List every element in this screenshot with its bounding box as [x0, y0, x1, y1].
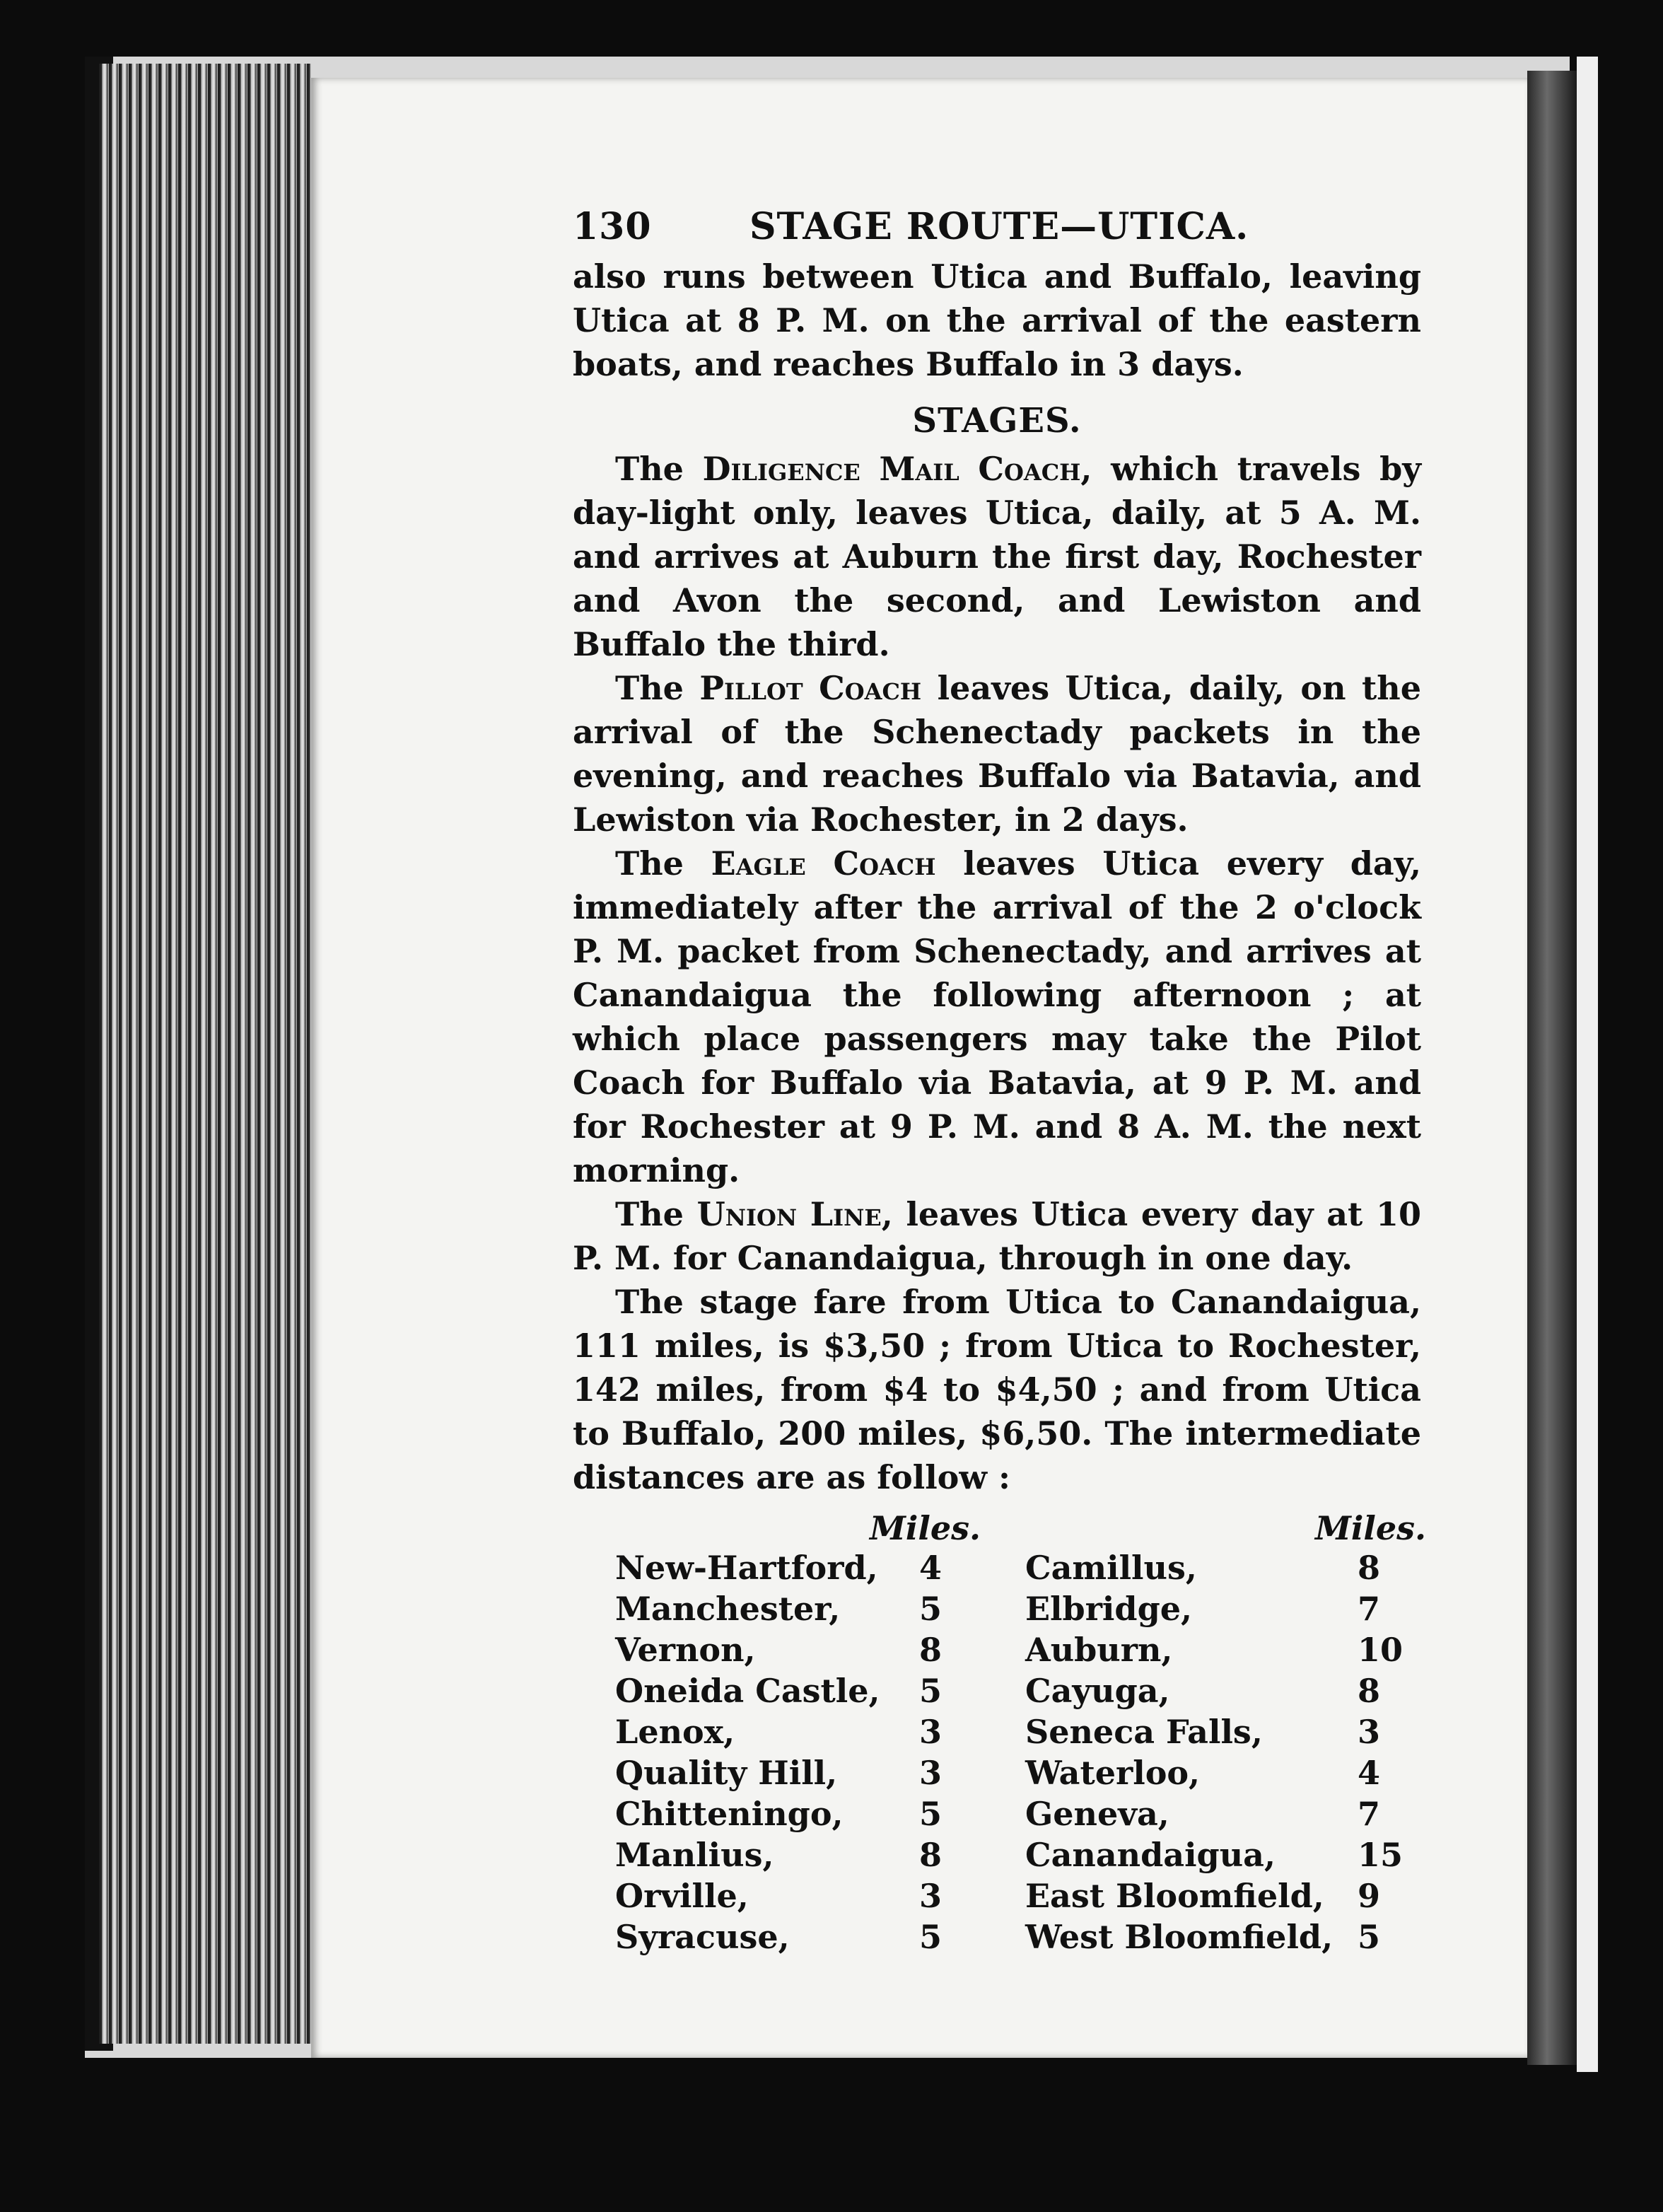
paragraph-text: leaves Utica every day, immediately after the arrival of the 2 o'clock P. M. packet from Schenectady, and arrives at Canandaigua the following afternoon ; at which place passengers may take the Pilot Coach for Buffalo via Batavia, at 9 P. M. and for Rochester at 9 P. M. and 8 A. M. the next morning. [573, 844, 1422, 1189]
section-heading: STAGES. [912, 401, 1082, 441]
paragraph-stage-fare: The stage fare from Utica to Canandaigua, 111 miles, is $3,50 ; from Utica to Rochester, 142 miles, from $4 to $4,50 ; and from Utica to Buffalo, 200 miles, $6,50. The intermediate distances are as follow : [573, 1283, 1421, 1496]
place-miles: 8 [1358, 1672, 1381, 1710]
coach-name: Pillot Coach [699, 669, 922, 707]
table-row [573, 1877, 1421, 1918]
place-name: Elbridge, [1025, 1590, 1193, 1628]
place-miles: 3 [919, 1713, 943, 1751]
paragraph-text: , leaves Utica every day at 10 P. M. for Canandaigua, through in one day. [573, 1195, 1421, 1277]
next-page-edge [1577, 57, 1598, 2072]
table-row [573, 1713, 1421, 1754]
place-name: Canandaigua, [1025, 1836, 1276, 1874]
place-name: Orville, [615, 1877, 749, 1915]
place-miles: 5 [919, 1590, 943, 1628]
place-name: East Bloomfield, [1025, 1877, 1324, 1915]
place-name: Chitteningo, [615, 1795, 844, 1833]
paragraph-text: , which travels by day-light only, leaves Utica, daily, at 5 A. M. and arrives at Auburn the first day, Rochester and Avon the second, and Lewiston and Buffalo the third. [573, 450, 1421, 663]
place-name: Manlius, [615, 1836, 774, 1874]
place-name: Manchester, [615, 1590, 841, 1628]
table-row [573, 1631, 1421, 1672]
place-miles: 5 [919, 1795, 943, 1833]
place-name: Geneva, [1025, 1795, 1169, 1833]
page-number: 130 [573, 205, 652, 248]
place-miles: 9 [1358, 1877, 1381, 1915]
table-row [573, 1754, 1421, 1795]
table-row [573, 1549, 1421, 1590]
paragraph-lead: The [615, 1195, 697, 1233]
place-miles: 15 [1358, 1836, 1404, 1874]
place-name: Auburn, [1025, 1631, 1173, 1669]
intro-paragraph: also runs between Utica and Buffalo, leaving Utica at 8 P. M. on the arrival of the eastern boats, and reaches Buffalo in 3 days. [573, 257, 1421, 383]
place-miles: 3 [1358, 1713, 1381, 1751]
table-row [573, 1590, 1421, 1631]
running-title: STAGE ROUTE—UTICA. [749, 205, 1249, 248]
place-miles: 10 [1358, 1631, 1404, 1669]
page-edges [99, 64, 311, 2044]
place-name: Lenox, [615, 1713, 735, 1751]
place-miles: 5 [919, 1918, 943, 1956]
table-row [573, 1836, 1421, 1877]
distance-table [573, 1502, 1427, 1959]
place-miles: 7 [1358, 1590, 1381, 1628]
place-miles: 5 [1358, 1918, 1381, 1956]
place-name: New-Hartford, [615, 1549, 878, 1587]
place-name: Camillus, [1025, 1549, 1197, 1587]
place-name: Vernon, [615, 1631, 756, 1669]
distance-table-header [573, 1502, 1427, 1549]
place-miles: 7 [1358, 1795, 1381, 1833]
place-name: Oneida Castle, [615, 1672, 880, 1710]
coach-name: Union Line [696, 1195, 882, 1233]
place-name: Syracuse, [615, 1918, 790, 1956]
place-miles: 4 [1358, 1754, 1381, 1792]
paragraph-lead: The [615, 450, 703, 488]
page-content [573, 198, 1427, 1959]
place-name: Quality Hill, [615, 1754, 838, 1792]
paragraph-eagle-coach [573, 842, 1421, 1192]
paragraph-pillot-coach [573, 666, 1421, 842]
page-right-shadow [1527, 71, 1577, 2065]
place-miles: 8 [1358, 1549, 1381, 1587]
place-miles: 5 [919, 1672, 943, 1710]
table-row [573, 1795, 1421, 1836]
place-name: Seneca Falls, [1025, 1713, 1263, 1751]
table-row [573, 1672, 1421, 1713]
coach-name: Diligence Mail Coach [702, 450, 1081, 488]
place-name: Cayuga, [1025, 1672, 1170, 1710]
paragraph-union-line [573, 1192, 1421, 1280]
coach-name: Eagle Coach [711, 844, 936, 883]
place-miles: 8 [919, 1836, 943, 1874]
place-miles: 4 [919, 1549, 943, 1587]
place-name: West Bloomfield, [1025, 1918, 1334, 1956]
miles-header-right: Miles. [1315, 1509, 1427, 1547]
paragraph-lead: The [615, 844, 711, 883]
place-miles: 3 [919, 1754, 943, 1792]
place-miles: 3 [919, 1877, 943, 1915]
paragraph-lead: The [615, 669, 700, 707]
table-row [573, 1918, 1421, 1959]
place-miles: 8 [919, 1631, 943, 1669]
running-head [573, 198, 1421, 255]
miles-header-left: Miles. [870, 1509, 981, 1547]
place-name: Waterloo, [1025, 1754, 1201, 1792]
paragraph-diligence-mail-coach [573, 447, 1421, 666]
paragraph-text: leaves Utica, daily, on the arrival of the Schenectady packets in the evening, and reaches Buffalo via Batavia, and Lewiston via Rochester, in 2 days. [573, 669, 1421, 839]
